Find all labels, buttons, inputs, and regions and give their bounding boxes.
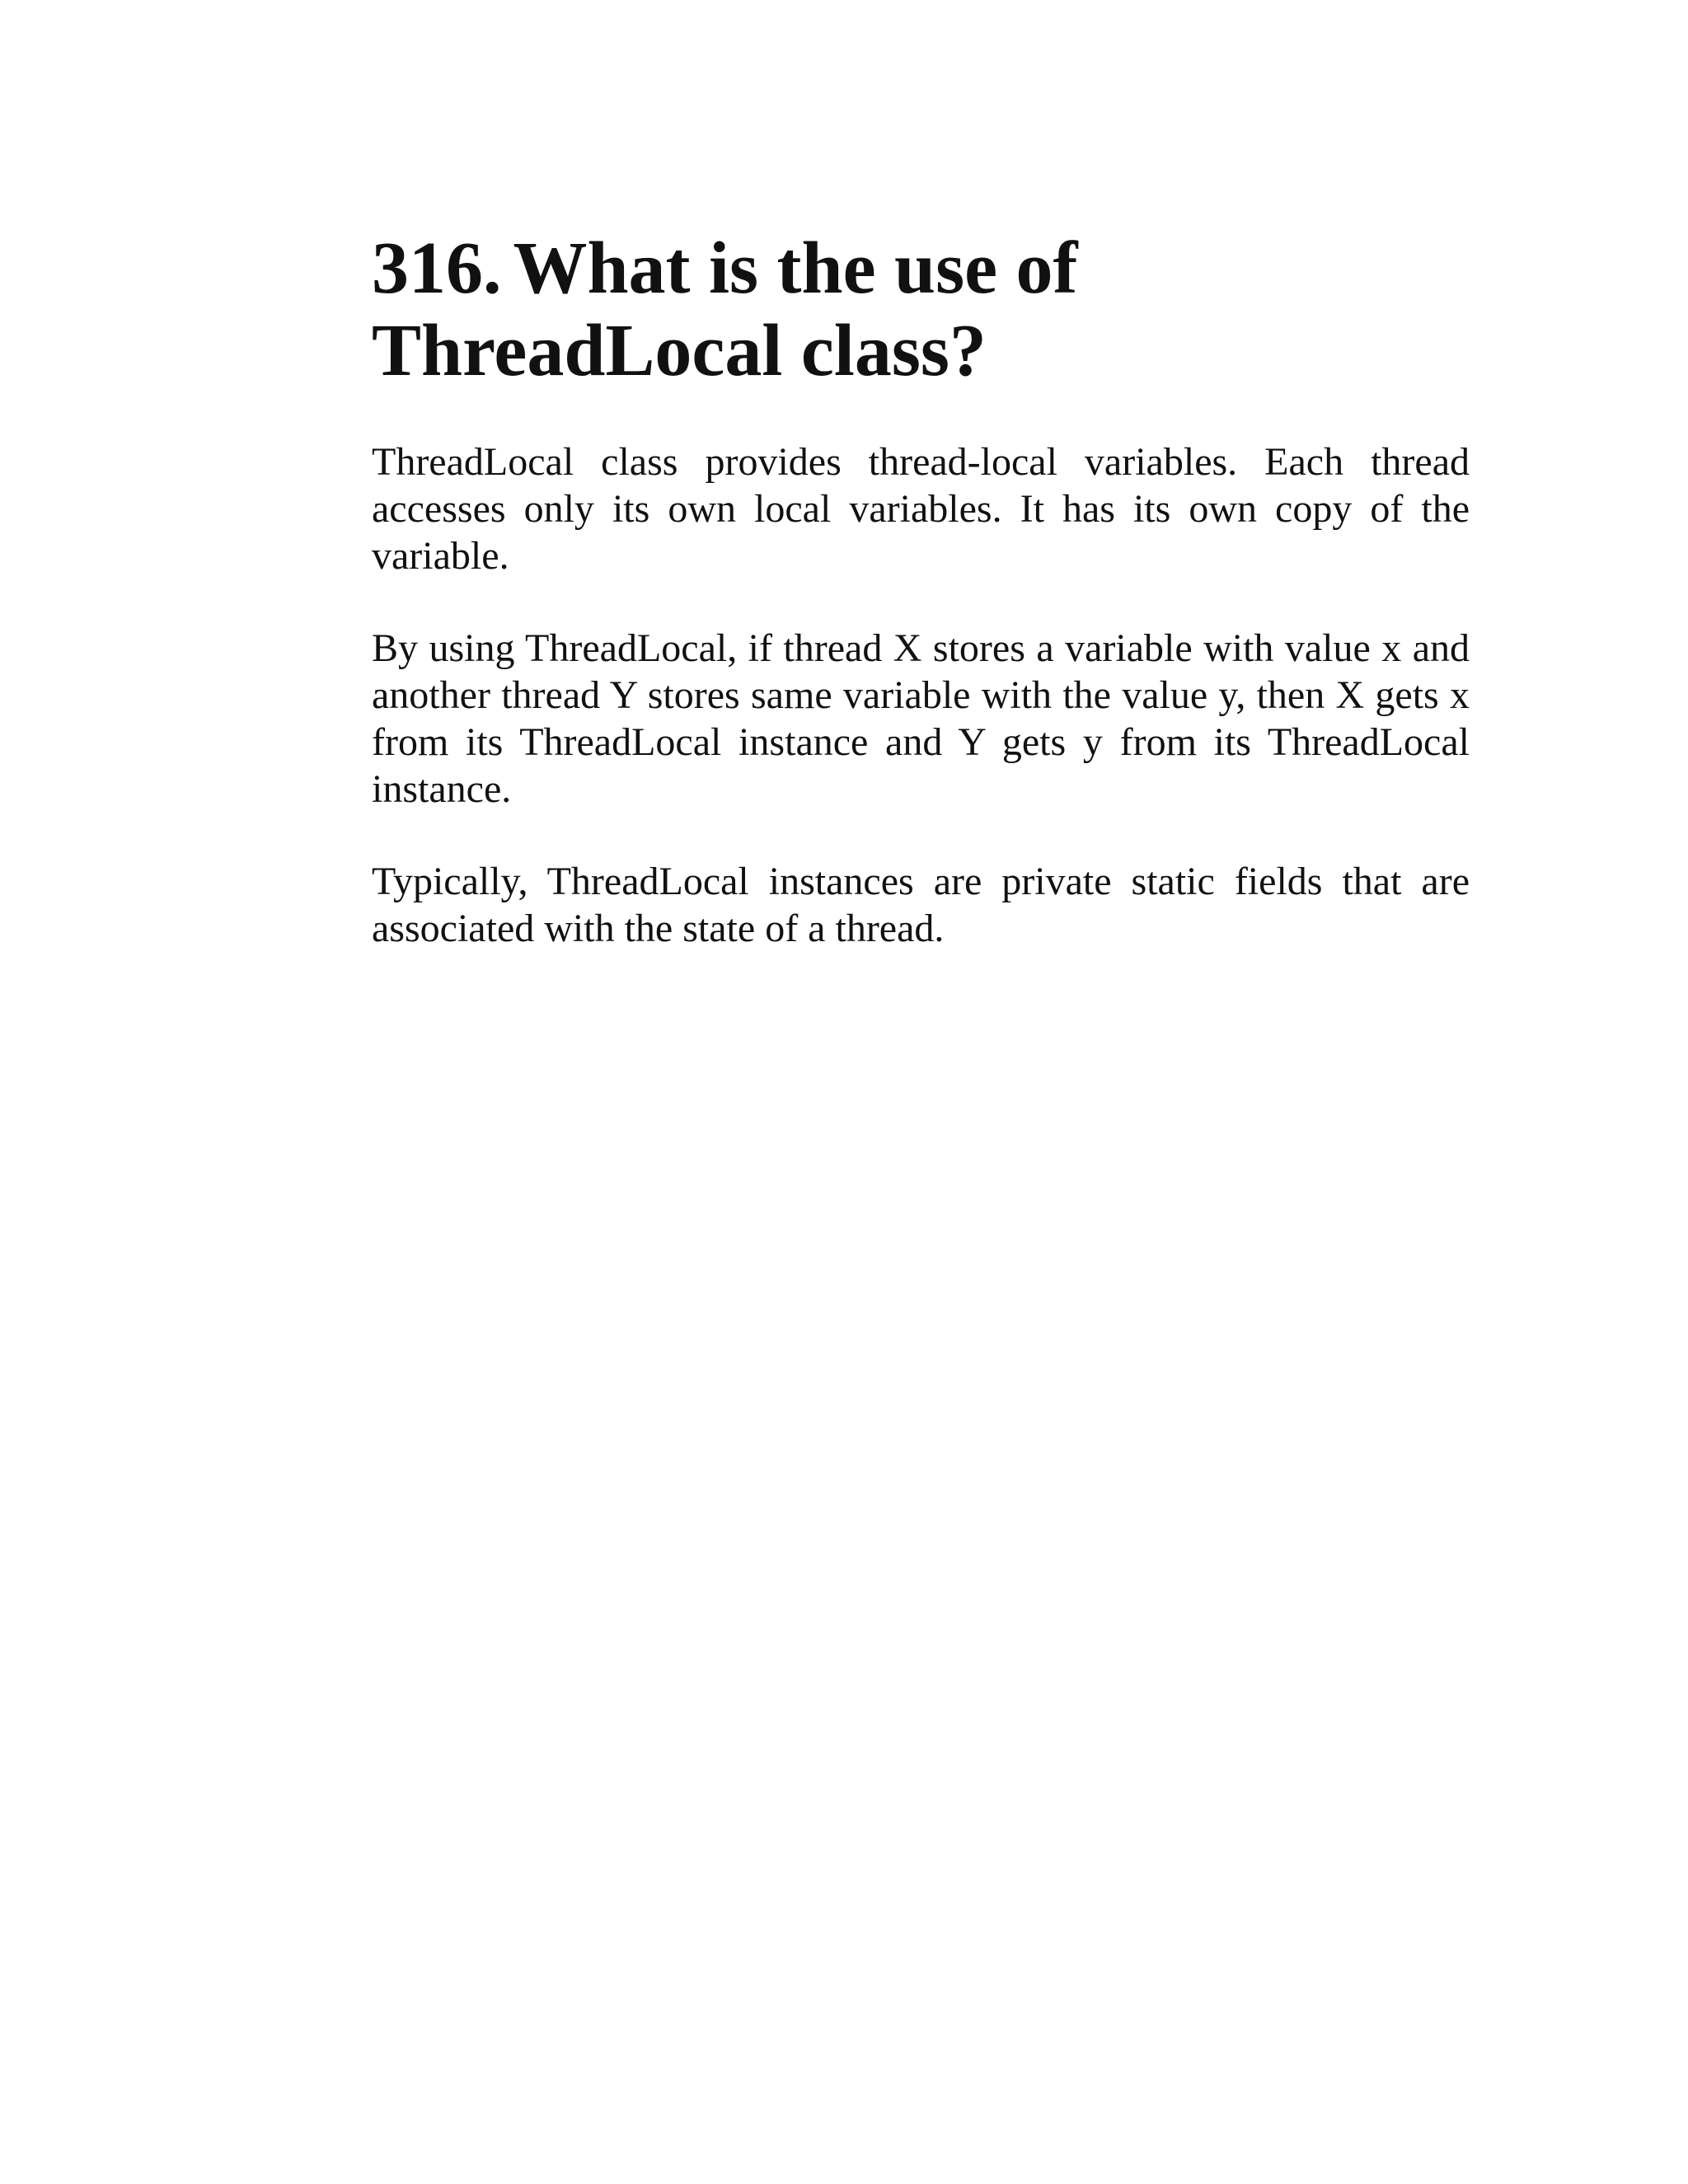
paragraph-typical-usage: Typically, ThreadLocal instances are private static fields that are associated with the state of a thread. xyxy=(372,860,1470,950)
paragraph-example: By using ThreadLocal, if thread X stores a variable with value x and another thread Y stores same variable with the value y, then X gets x from its ThreadLocal instance and Y gets y from its ThreadLocal instance. xyxy=(372,626,1470,811)
paragraph-definition: ThreadLocal class provides thread-local variables. Each thread accesses only its own local variables. It has its own copy of the variable. xyxy=(372,440,1470,578)
page-content xyxy=(372,227,1470,952)
question-heading xyxy=(372,227,1470,392)
question-number: 316. xyxy=(372,227,502,309)
question-title: What is the use of ThreadLocal class? xyxy=(372,227,1078,391)
